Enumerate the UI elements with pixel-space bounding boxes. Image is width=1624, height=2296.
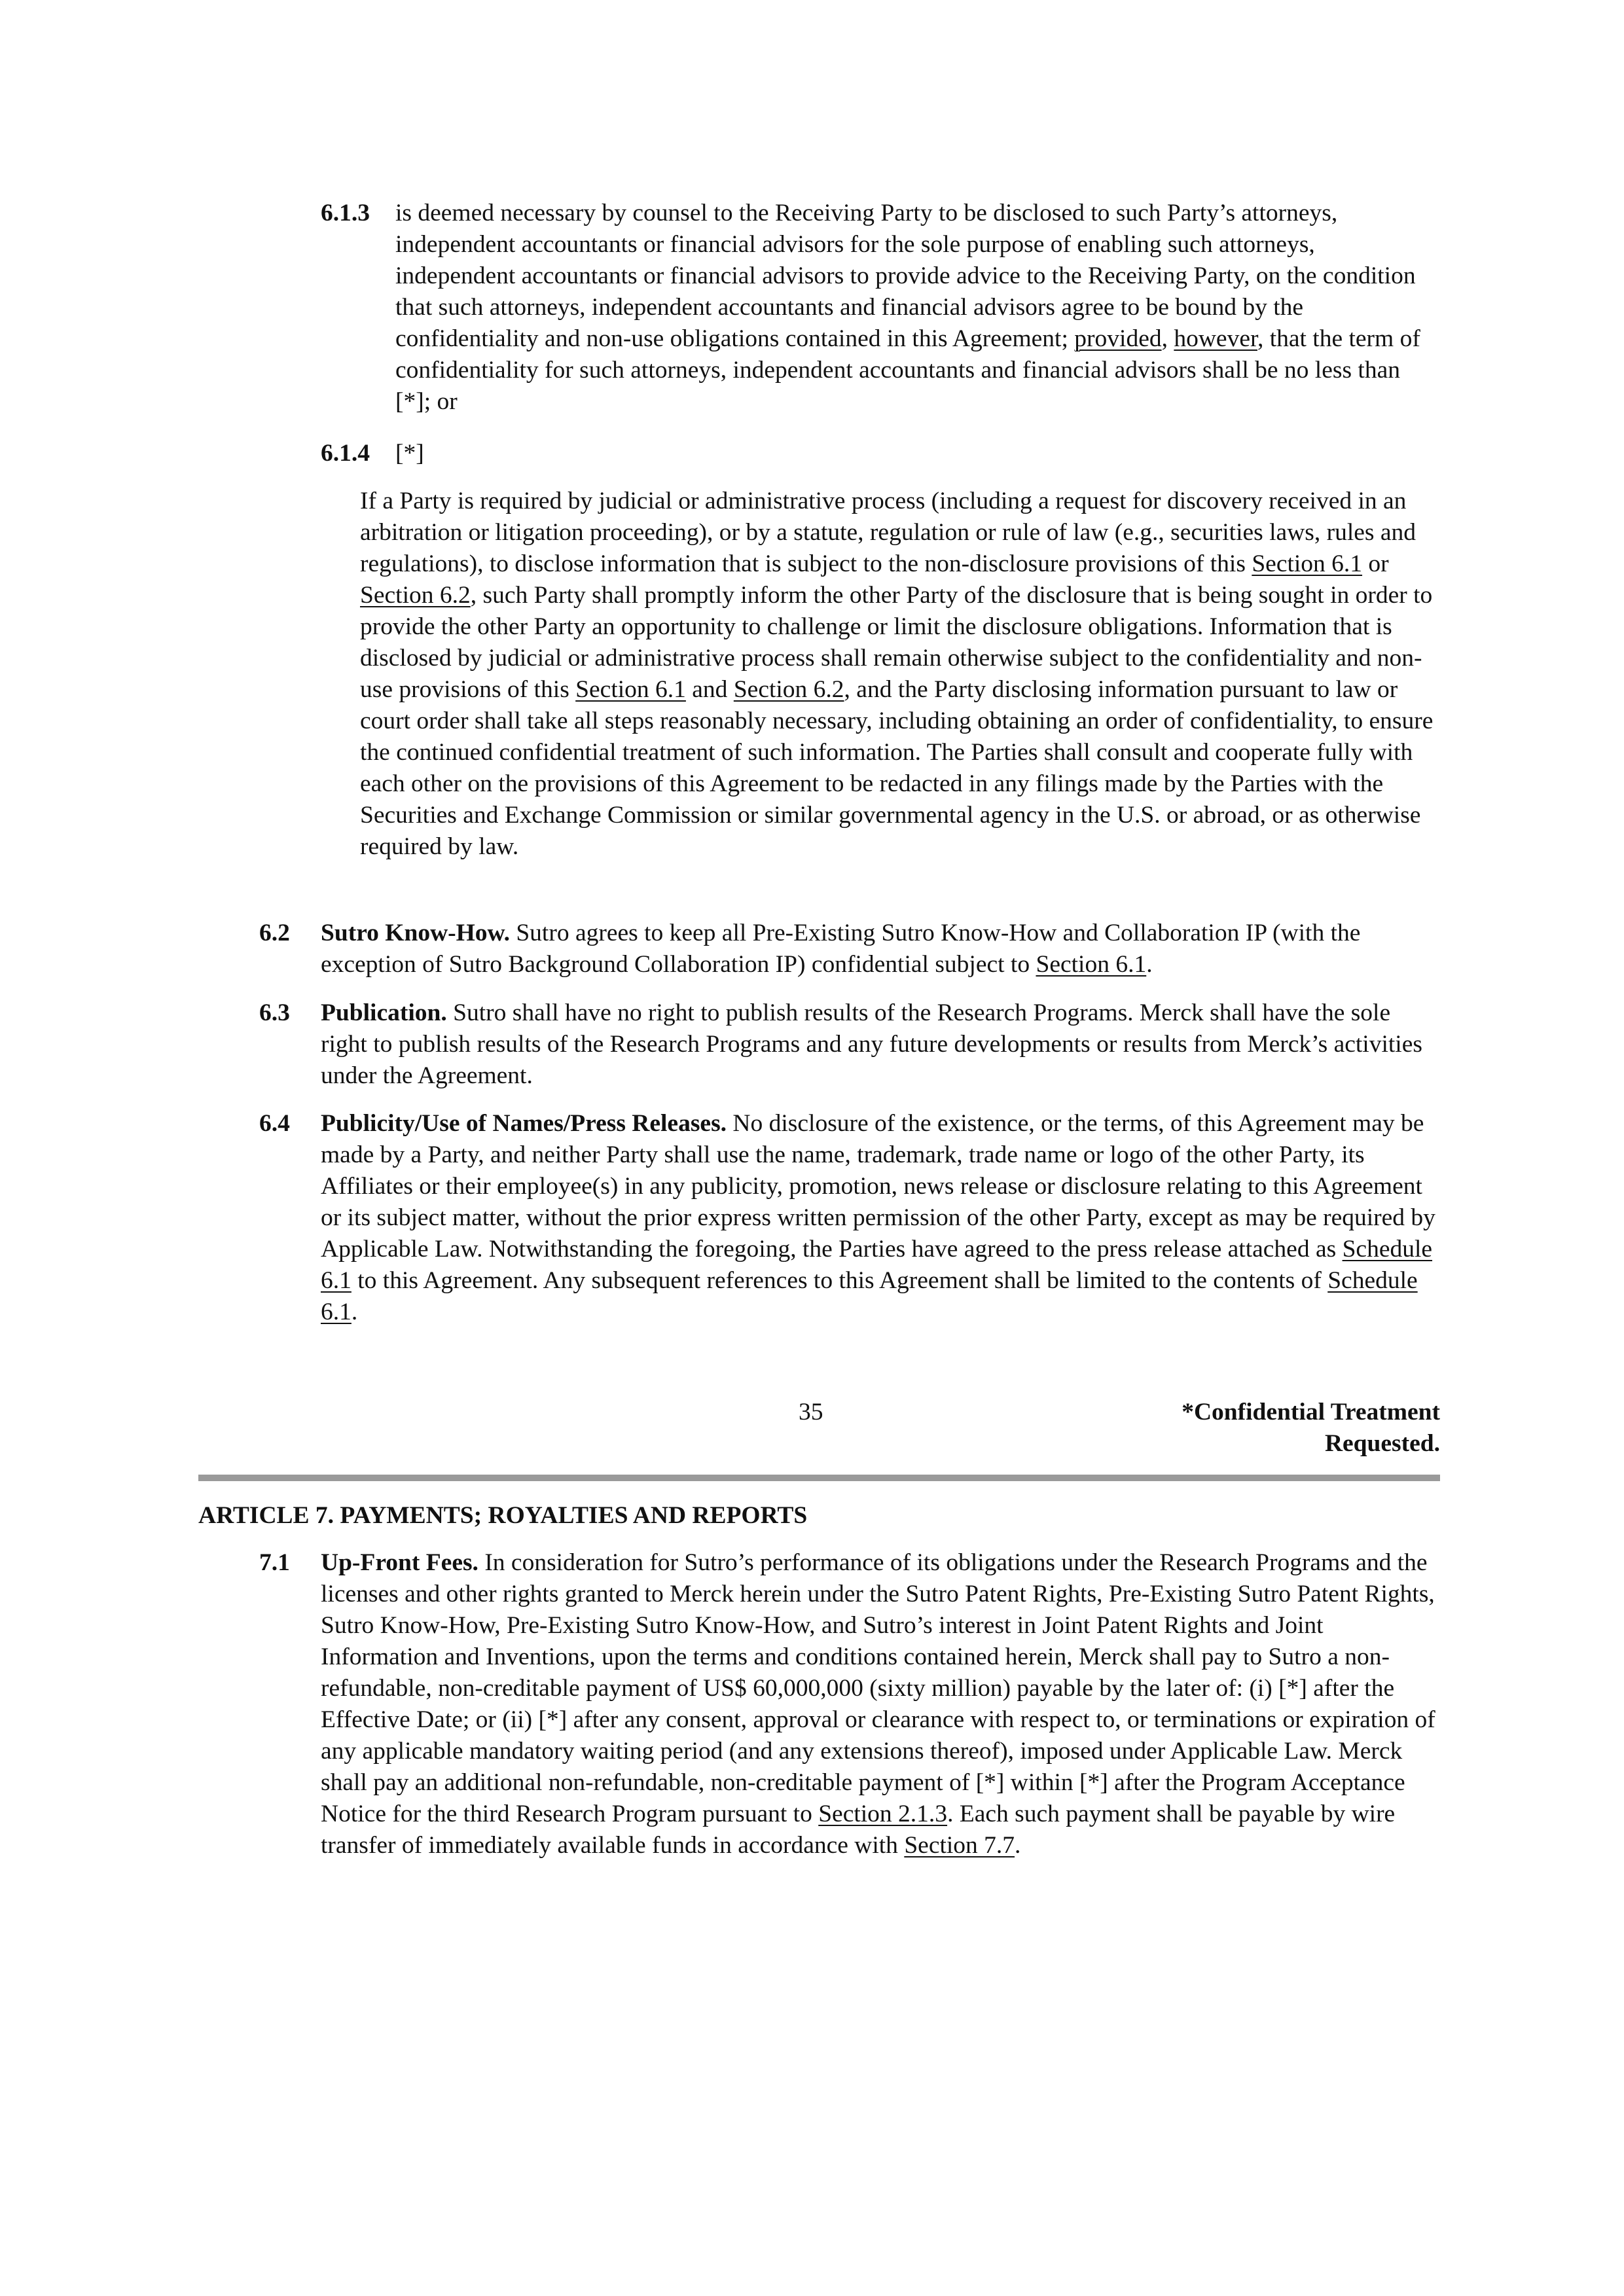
- disclosure-text-part: If a Party is required by judicial or administrative process (including a request for discovery received in an arbitration or litigation proceeding), or by a statute, regulation or rule of law (e.g., securities laws, rules and regulations), to disclose information that is subject to the non-disclosure provisions of this: [360, 488, 1416, 577]
- section-6-2-link[interactable]: Section 6.2: [360, 582, 471, 609]
- compelled-disclosure-paragraph: [360, 486, 1440, 863]
- page-number: 35: [799, 1399, 823, 1426]
- page-separator: [198, 1475, 1440, 1481]
- section-6-1-3-text-part: ,: [1161, 325, 1174, 352]
- disclosure-text-part: or: [1362, 550, 1389, 577]
- disclosure-text-part: , and the Party disclosing information pursuant to law or court order shall take all steps reasonably necessary, including obtaining an order of confidentiality, to ensure the continued confidential treatment of such information. The Parties shall consult and cooperate fully with each other on the provisions of this Agreement to be redacted in any filings made by the Parties with the Securities and Exchange Commission or similar governmental agency in the U.S. or abroad, or as otherwise required by law.: [360, 676, 1434, 860]
- section-7-7-link[interactable]: Section 7.7: [904, 1832, 1015, 1859]
- however-link[interactable]: however: [1174, 325, 1257, 352]
- section-6-4-number: 6.4: [259, 1110, 290, 1137]
- section-7-1-title: Up-Front Fees.: [321, 1549, 478, 1576]
- section-6-3-text: [321, 997, 1440, 1092]
- disclosure-text-part: , such Party shall promptly inform the other Party of the disclosure that is being sought in order to provide the other Party an opportunity to challenge or limit the disclosure obligations. Information that is disclosed by judicial or administrative process shall remain otherwise subject to the confidentiality and non-use provisions of this: [360, 582, 1433, 703]
- confidential-line-2: Requested.: [1324, 1430, 1440, 1457]
- confidential-line-1: *Confidential Treatment: [1182, 1399, 1440, 1426]
- section-6-3-text-part: Sutro shall have no right to publish results of the Research Programs. Merck shall have the sole right to publish results of the Research Programs and any future developments or results from Merck’s activities under the Agreement.: [321, 999, 1422, 1089]
- section-6-2-text-part: Sutro agrees to keep all Pre-Existing Sutro Know-How and Collaboration IP (with the exception of Sutro Background Collaboration IP) confidential subject to: [321, 920, 1361, 978]
- section-6-1-3-text: [395, 198, 1436, 418]
- section-7-1-text-part: .: [1015, 1832, 1021, 1859]
- section-6-2-title: Sutro Know-How.: [321, 920, 510, 946]
- section-6-2-text: [321, 918, 1401, 980]
- provided-link[interactable]: provided: [1074, 325, 1162, 352]
- section-6-1-3-number: 6.1.3: [321, 200, 370, 226]
- section-6-1-link[interactable]: Section 6.1: [1036, 951, 1147, 978]
- section-7-1-number: 7.1: [259, 1549, 290, 1576]
- section-7-1-text: [321, 1547, 1440, 1861]
- schedule-6-1-link[interactable]: Schedule 6.1: [321, 1236, 1433, 1294]
- section-6-4-title: Publicity/Use of Names/Press Releases.: [321, 1110, 727, 1137]
- confidential-treatment-notice: [1021, 1397, 1440, 1460]
- disclosure-text-part: and: [685, 676, 734, 703]
- section-6-1-4-number: 6.1.4: [321, 440, 370, 467]
- section-6-3-title: Publication.: [321, 999, 447, 1026]
- section-6-4-text-part: to this Agreement. Any subsequent references to this Agreement shall be limited to the contents of: [351, 1267, 1328, 1294]
- section-6-1-4-text: [*]: [395, 440, 424, 467]
- section-2-1-3-link[interactable]: Section 2.1.3: [818, 1801, 948, 1827]
- section-6-2-text-part: .: [1146, 951, 1153, 978]
- article-7-heading: ARTICLE 7. PAYMENTS; ROYALTIES AND REPORTS: [198, 1502, 808, 1529]
- section-6-3-number: 6.3: [259, 999, 290, 1026]
- section-7-1-text-part: In consideration for Sutro’s performance of its obligations under the Research Programs and the licenses and other rights granted to Merck herein under the Sutro Patent Rights, Pre-Existing Sutro Patent Rights, Sutro Know-How, Pre-Existing Sutro Know-How, and Sutro’s interest in Joint Patent Rights and Joint Information and Inventions, upon the terms and conditions contained herein, Merck shall pay to Sutro a non-refundable, non-creditable payment of US$ 60,000,000 (sixty million) payable by the later of: (i) [*] after the Effective Date; or (ii) [*] after any consent, approval or clearance with respect to, or terminations or expiration of any applicable mandatory waiting period (and any extensions thereof), imposed under Applicable Law. Merck shall pay an additional non-refundable, non-creditable payment of [*] within [*] after the Program Acceptance Notice for the third Research Program pursuant to: [321, 1549, 1435, 1827]
- schedule-6-1-link[interactable]: Schedule 6.1: [321, 1267, 1418, 1325]
- section-6-1-link[interactable]: Section 6.1: [1252, 550, 1363, 577]
- section-6-2-number: 6.2: [259, 920, 290, 946]
- section-6-1-link[interactable]: Section 6.1: [575, 676, 686, 703]
- section-6-2-link[interactable]: Section 6.2: [733, 676, 844, 703]
- section-6-4-text: [321, 1108, 1440, 1328]
- section-7-1-text-part: . Each such payment shall be payable by wire transfer of immediately available funds in accordance with: [321, 1801, 1396, 1859]
- section-6-4-text-part: .: [351, 1299, 358, 1325]
- section-6-1-3-text-part: is deemed necessary by counsel to the Receiving Party to be disclosed to such Party’s attorneys, independent accountants or financial advisors for the sole purpose of enabling such attorneys, independent accountants or financial advisors to provide advice to the Receiving Party, on the condition that such attorneys, independent accountants and financial advisors agree to be bound by the confidentiality and non-use obligations contained in this Agreement;: [395, 200, 1416, 352]
- section-6-1-3-text-part: , that the term of confidentiality for such attorneys, independent accountants and financial advisors shall be no less than [*]; or: [395, 325, 1420, 415]
- section-6-4-text-part: No disclosure of the existence, or the terms, of this Agreement may be made by a Party, and neither Party shall use the name, trademark, trade name or logo of the other Party, its Affiliates or their employee(s) in any publicity, promotion, news release or disclosure relating to this Agreement or its subject matter, without the prior express written permission of the other Party, except as may be required by Applicable Law. Notwithstanding the foregoing, the Parties have agreed to the press release attached as: [321, 1110, 1435, 1263]
